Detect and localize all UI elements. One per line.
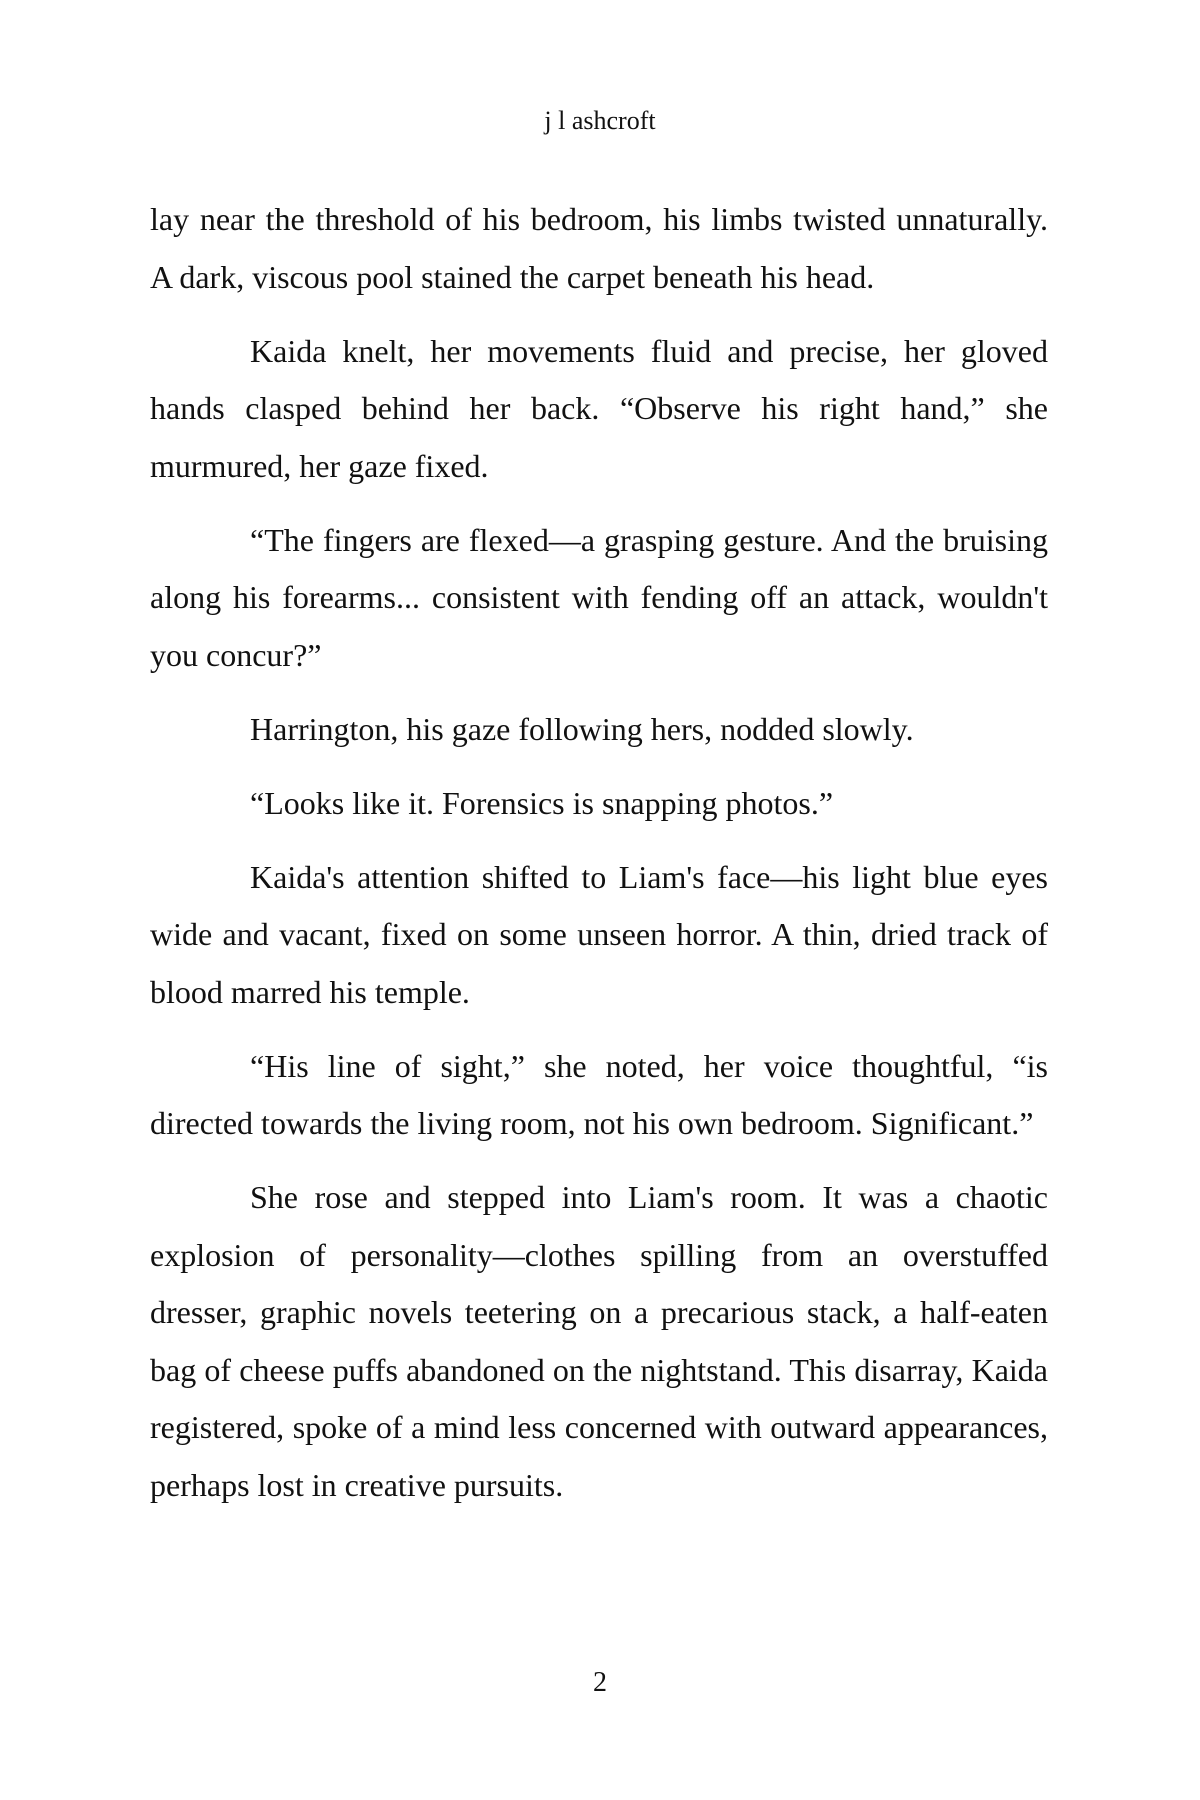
paragraph-5: “Looks like it. Forensics is snapping photos.” [250, 784, 834, 821]
paragraph-2: Kaida knelt, her movements fluid and precise, her gloved hands clasped behind her back. “Observe his right hand,” she murmured, her gaze fixed. [150, 332, 1048, 484]
page-number: 2 [593, 1667, 607, 1698]
running-header: j l ashcroft [544, 106, 656, 135]
paragraph-7: “His line of sight,” she noted, her voice thoughtful, “is directed towards the living room, not his own bedroom. Significant.” [150, 1047, 1048, 1141]
paragraph-6: Kaida's attention shifted to Liam's face—his light blue eyes wide and vacant, fixed on some unseen horror. A thin, dried track of blood marred his temple. [150, 858, 1048, 1010]
paragraph-4: Harrington, his gaze following hers, nodded slowly. [250, 710, 914, 747]
paragraph-8: She rose and stepped into Liam's room. It was a chaotic explosion of personality—clothes spilling from an overstuffed dresser, graphic novels teetering on a precarious stack, a half-eaten bag of cheese puffs abandoned on the nightstand. This disarray, Kaida registered, spoke of a mind less concerned with outward appearances, perhaps lost in creative pursuits. [150, 1179, 1048, 1503]
paragraph-3: “The fingers are flexed—a grasping gesture. And the bruising along his forearms... consistent with fending off an attack, wouldn't you concur?” [150, 521, 1048, 673]
paragraph-1: lay near the threshold of his bedroom, his limbs twisted unnaturally. A dark, viscous pool stained the carpet beneath his head. [150, 201, 1048, 295]
body-text [150, 191, 1048, 1531]
